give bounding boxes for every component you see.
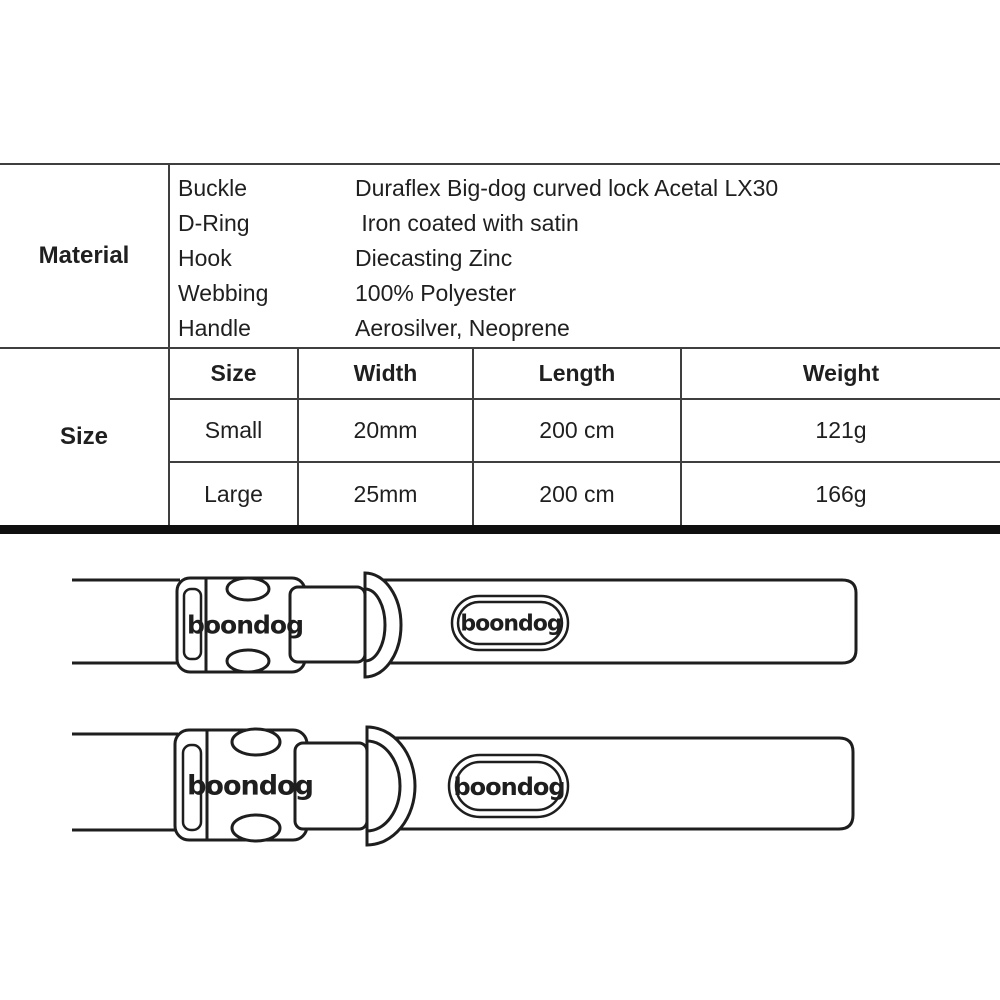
size-cell-small-weight: 121g [680, 398, 1000, 461]
label-brand-text: boondog [453, 773, 565, 801]
material-row [0, 163, 1000, 349]
material-row-label: Material [38, 242, 130, 269]
material-item-label: Handle [178, 315, 251, 341]
buckle-scallop-top [227, 578, 269, 600]
buckle-scallop-bottom [227, 650, 269, 672]
buckle-brand-text: boondog [186, 610, 304, 640]
size-row [0, 349, 1000, 525]
material-item-label: Hook [178, 245, 232, 271]
size-table [170, 349, 1000, 525]
size-row-label: Size [59, 423, 109, 450]
size-cell-small-size: Small [170, 398, 297, 461]
section-divider [0, 525, 1000, 534]
material-item-value: Duraflex Big-dog curved lock Acetal LX30 [355, 175, 779, 201]
material-item-dring [178, 206, 1000, 241]
leash-diagram-large [60, 696, 860, 864]
size-col-header-width: Width [297, 349, 472, 398]
material-item-label: D-Ring [178, 210, 250, 236]
buckle-brand-text: boondog [187, 770, 313, 802]
size-cell-large-weight: 166g [680, 461, 1000, 525]
size-cell-large-width: 25mm [297, 461, 472, 525]
material-item-value: Aerosilver, Neoprene [355, 315, 570, 341]
strap-right-segment [378, 580, 856, 663]
material-item-value: 100% Polyester [355, 280, 517, 306]
size-col-header-length: Length [472, 349, 680, 398]
buckle-scallop-top [232, 729, 280, 755]
material-item-label: Webbing [178, 280, 269, 306]
material-item-value: Diecasting Zinc [355, 245, 513, 271]
size-cell-small-length: 200 cm [472, 398, 680, 461]
material-item-value: Iron coated with satin [355, 210, 579, 236]
size-cell-small-width: 20mm [297, 398, 472, 461]
material-item-label: Buckle [178, 175, 248, 201]
size-col-header-weight: Weight [680, 349, 1000, 398]
material-item-webbing [178, 276, 1000, 311]
material-row-header [0, 165, 170, 347]
label-brand-text: boondog [460, 611, 562, 637]
size-row-header [0, 349, 170, 525]
material-item-buckle [178, 171, 1000, 206]
material-details [170, 165, 1000, 347]
leash-diagram-small [60, 552, 860, 692]
material-item-hook [178, 241, 1000, 276]
size-cell-large-length: 200 cm [472, 461, 680, 525]
size-cell-large-size: Large [170, 461, 297, 525]
size-col-header-size: Size [210, 360, 257, 386]
buckle-scallop-bottom [232, 815, 280, 841]
material-item-handle [178, 311, 1000, 346]
